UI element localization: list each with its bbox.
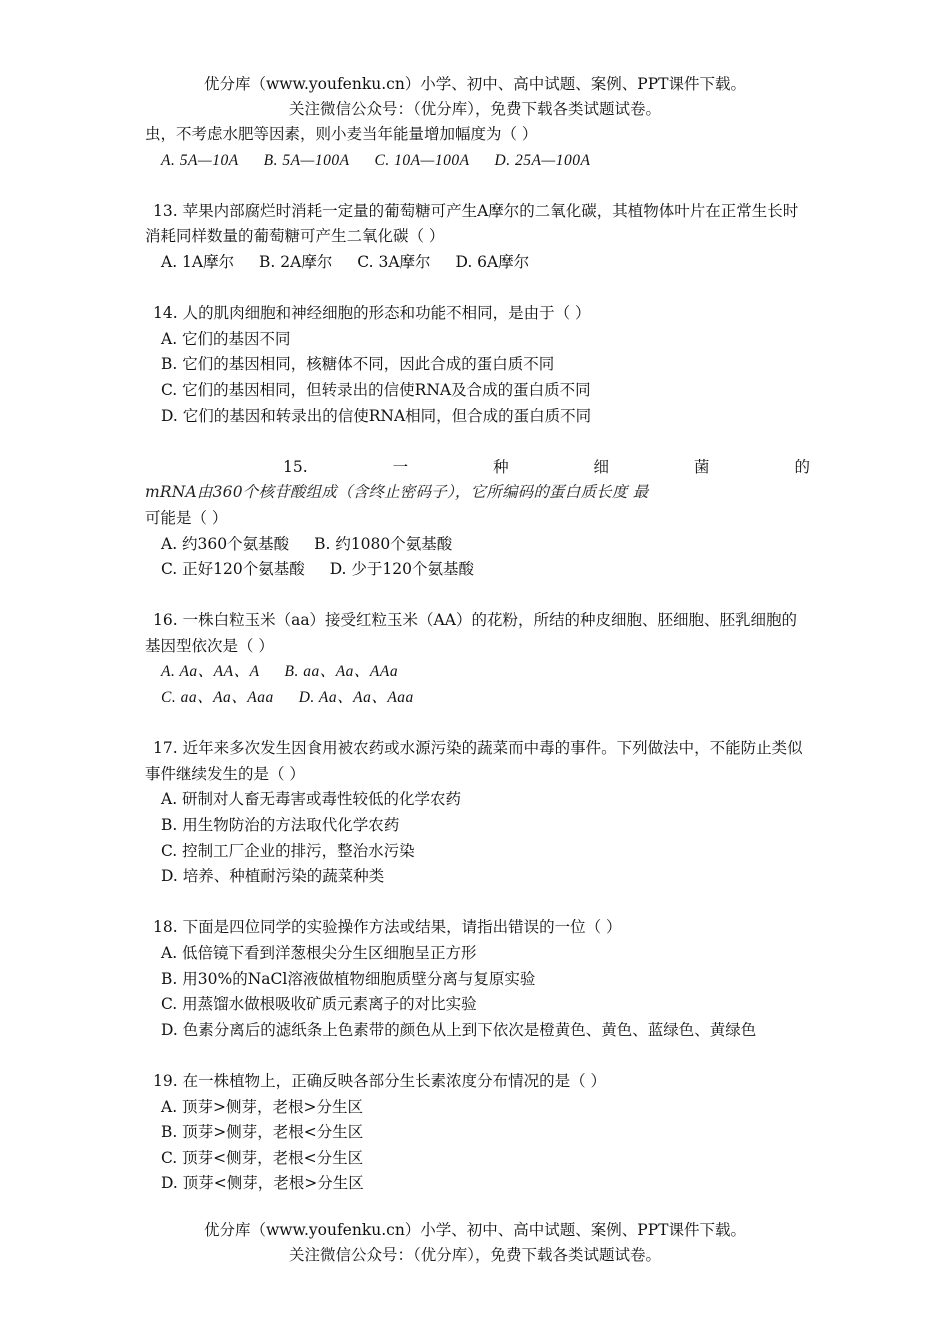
- option-c: C. 顶芽<侧芽，老根<分生区: [161, 1148, 364, 1167]
- question-stem: 16. 一株白粒玉米（aa）接受红粒玉米（AA）的花粉，所结的种皮细胞、胚细胞、胚乳细胞的基因型依次是（ ）: [145, 611, 797, 655]
- option-row: [145, 148, 810, 174]
- option-b: B. aa、Aa、AAa: [284, 663, 399, 681]
- option-row: [145, 250, 810, 276]
- question-stem: 18. 下面是四位同学的实验操作方法或结果，请指出错误的一位（ ）: [153, 918, 622, 937]
- option-b: B. 5A—100A: [263, 151, 350, 169]
- option-d: D. 25A—100A: [494, 151, 591, 169]
- question-stem: 14. 人的肌肉细胞和神经细胞的形态和功能不相同，是由于（ ）: [153, 304, 591, 323]
- stem-word: 的: [794, 457, 810, 476]
- header-line-2: 关注微信公众号：（优分库），免费下载各类试题试卷。: [288, 100, 661, 118]
- option-d: D. 色素分离后的滤纸条上色素带的颜色从上到下依次是橙黄色、黄色、蓝绿色、黄绿色: [161, 1020, 757, 1039]
- option-c: C. 10A—100A: [374, 151, 470, 169]
- option-b: B. 用30%的NaCl溶液做植物细胞质壁分离与复原实验: [161, 969, 536, 988]
- stem-word: 细: [593, 457, 610, 476]
- option-d: D. 顶芽<侧芽，老根>分生区: [161, 1174, 364, 1193]
- option-d: D. 6A摩尔: [455, 252, 530, 271]
- question-14: [145, 301, 810, 429]
- option-b: B. 顶芽>侧芽，老根<分生区: [161, 1123, 364, 1142]
- option-a: A. Aa、AA、A: [161, 663, 260, 681]
- option-a: A. 1A摩尔: [161, 252, 235, 271]
- question-18: [145, 915, 810, 1043]
- question-stem: 虫，不考虑水肥等因素，则小麦当年能量增加幅度为（ ）: [145, 125, 538, 143]
- option-d: D. Aa、Aa、Aaa: [298, 689, 414, 707]
- question-16: [145, 608, 810, 710]
- question-list: [145, 122, 810, 1223]
- question-stem-line-3: 可能是（ ）: [145, 508, 228, 527]
- option-a: A. 顶芽>侧芽，老根>分生区: [161, 1097, 364, 1116]
- question-15: [145, 455, 810, 583]
- stem-word: 15.: [283, 457, 308, 476]
- option-d: D. 少于120个氨基酸: [329, 560, 475, 579]
- option-b: B. 用生物防治的方法取代化学农药: [161, 816, 400, 835]
- option-b: B. 2A摩尔: [259, 252, 333, 271]
- question-stem: 17. 近年来多次发生因食用被农药或水源污染的蔬菜而中毒的事件。下列做法中，不能防止类似事件继续发生的是（ ）: [145, 739, 803, 783]
- question-13: [145, 199, 810, 276]
- page-footer: [0, 1218, 950, 1268]
- option-row: [145, 532, 810, 558]
- stem-word: 种: [493, 457, 509, 476]
- question-19: [145, 1069, 810, 1197]
- option-row: [145, 659, 810, 685]
- header-line-1: 优分库（www.youfenku.cn）小学、初中、高中试题、案例、PPT课件下载。: [203, 75, 747, 93]
- option-b: B. 它们的基因相同，核糖体不同，因此合成的蛋白质不同: [161, 355, 555, 374]
- option-c: C. 它们的基因相同，但转录出的信使RNA及合成的蛋白质不同: [161, 380, 591, 399]
- question-12: [145, 122, 810, 173]
- option-a: A. 低倍镜下看到洋葱根尖分生区细胞呈正方形: [161, 944, 477, 962]
- option-c: C. aa、Aa、Aaa: [161, 689, 274, 707]
- option-a: A. 约360个氨基酸: [161, 534, 290, 553]
- footer-line-1: 优分库（www.youfenku.cn）小学、初中、高中试题、案例、PPT课件下载。: [203, 1221, 747, 1239]
- option-a: A. 它们的基因不同: [161, 329, 291, 348]
- option-c: C. 控制工厂企业的排污，整治水污染: [161, 841, 415, 860]
- footer-line-2: 关注微信公众号：（优分库），免费下载各类试题试卷。: [288, 1246, 661, 1264]
- question-stem: 19. 在一株植物上，正确反映各部分生长素浓度分布情况的是（ ）: [153, 1071, 607, 1090]
- question-stem-line-1: [145, 455, 810, 481]
- stem-word: 一: [392, 457, 409, 476]
- option-a: A. 研制对人畜无毒害或毒性较低的化学农药: [161, 790, 462, 809]
- question-stem-line-2: mRNA由360个核苷酸组成（含终止密码子），它所编码的蛋白质长度 最: [145, 483, 649, 502]
- question-17: [145, 736, 810, 890]
- option-row: [145, 685, 810, 711]
- option-c: C. 用蒸馏水做根吸收矿质元素离子的对比实验: [161, 995, 477, 1014]
- option-row: [145, 557, 810, 583]
- option-d: D. 它们的基因和转录出的信使RNA相同，但合成的蛋白质不同: [161, 406, 592, 425]
- page-header: [0, 72, 950, 122]
- stem-word: 菌: [694, 457, 710, 476]
- option-c: C. 3A摩尔: [357, 252, 431, 271]
- option-d: D. 培养、种植耐污染的蔬菜种类: [161, 867, 385, 886]
- option-c: C. 正好120个氨基酸: [161, 560, 305, 579]
- option-b: B. 约1080个氨基酸: [314, 534, 453, 553]
- question-stem: 13. 苹果内部腐烂时消耗一定量的葡萄糖可产生A摩尔的二氧化碳，其植物体叶片在正常生长时消耗同样数量的葡萄糖可产生二氧化碳（ ）: [145, 201, 799, 246]
- option-a: A. 5A—10A: [161, 151, 239, 169]
